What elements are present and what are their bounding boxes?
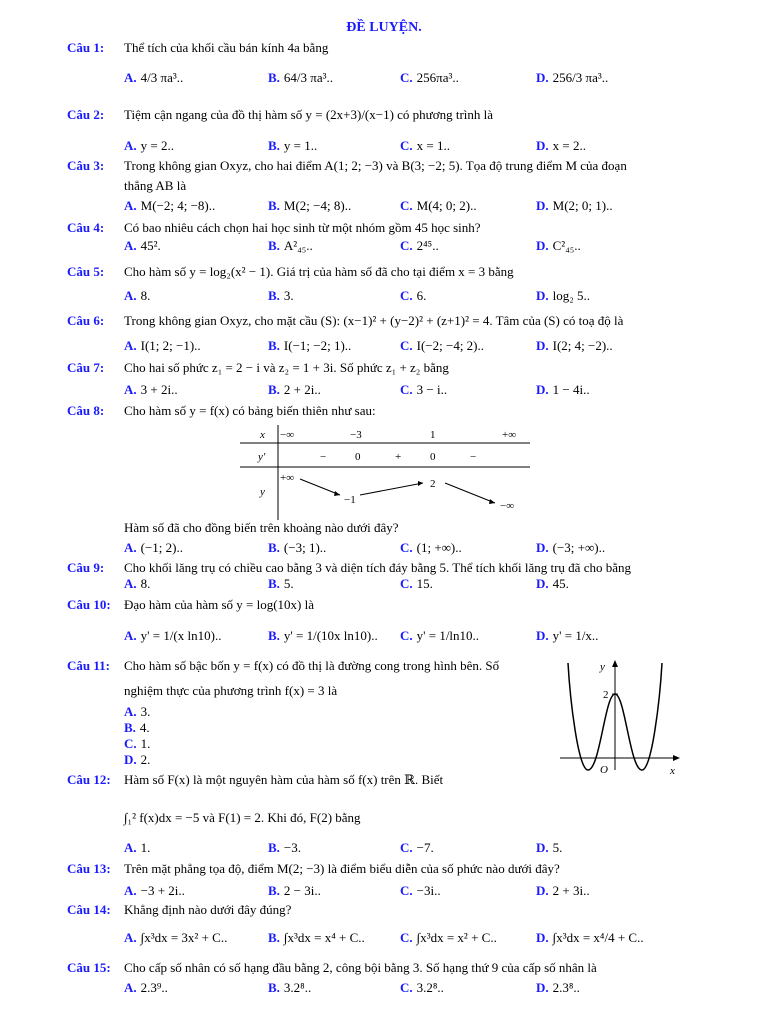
question-text: Cho hàm số y = log₂(x² − 1). Giá trị của hàm số đã cho tại điểm x = 3 bằng (124, 264, 514, 279)
y-axis-arrow (612, 660, 618, 667)
arrow-down (300, 479, 340, 495)
option-a[interactable]: A. 1. (124, 840, 151, 855)
option-b[interactable]: B. (−3; 1).. (268, 540, 327, 555)
arrow-up (360, 483, 423, 495)
x-axis-label: x (670, 765, 675, 776)
question-text: Cho hàm số y = f(x) có bảng biến thiên như sau: (124, 403, 376, 418)
option-d[interactable]: D. 2. (124, 752, 151, 767)
bbt-x-value: +∞ (502, 429, 517, 441)
option-b[interactable]: B. I(−1; −2; 1).. (268, 338, 352, 353)
option-c[interactable]: C. 3 − i.. (400, 382, 448, 397)
option-c[interactable]: C. 6. (400, 288, 427, 303)
question-text: Có bao nhiêu cách chọn hai học sinh từ một nhóm gồm 45 học sinh? (124, 220, 481, 235)
option-c[interactable]: C. 15. (400, 576, 433, 591)
option-d[interactable]: D. C²₄₅.. (536, 238, 581, 253)
function-graph (560, 658, 680, 776)
option-d[interactable]: D. 1 − 4i.. (536, 382, 590, 397)
bbt-sign: − (320, 451, 327, 463)
question-text: Trong không gian Oxyz, cho hai điểm A(1; 2; −3) và B(3; −2; 5). Tọa độ trung điểm M của đoạn (124, 158, 627, 173)
option-d[interactable]: D. x = 2.. (536, 138, 586, 153)
question-label: Câu 14: (67, 902, 111, 917)
option-c[interactable]: C. −7. (400, 840, 434, 855)
bbt-sign: + (395, 451, 402, 463)
option-d[interactable]: D. y' = 1/x.. (536, 628, 599, 643)
bbt-y-value: 2 (430, 478, 436, 490)
arrow-head (489, 499, 495, 504)
option-a[interactable]: A. y = 2.. (124, 138, 174, 153)
option-d[interactable]: D. (−3; +∞).. (536, 540, 606, 555)
bbt-y-value: +∞ (280, 472, 295, 484)
option-d[interactable]: D. 5. (536, 840, 563, 855)
question-label: Câu 4: (67, 220, 105, 235)
option-b[interactable]: B. y' = 1/(10x ln10).. (268, 628, 378, 643)
option-d[interactable]: D. 45. (536, 576, 569, 591)
arrow-down (445, 483, 495, 503)
question-label: Câu 15: (67, 960, 111, 975)
option-d[interactable]: D. M(2; 0; 1).. (536, 198, 613, 213)
question-text: Cho hàm số bậc bốn y = f(x) có đồ thị là đường cong trong hình bên. Số (124, 658, 500, 673)
question-text: Trong không gian Oxyz, cho mặt cầu (S): (x−1)² + (y−2)² + (z+1)² = 4. Tâm của (S) có toạ độ là (124, 313, 624, 328)
question-label: Câu 8: (67, 403, 105, 418)
bbt-sign: 0 (430, 451, 436, 463)
question-text-cont: nghiệm thực của phương trình f(x) = 3 là (124, 683, 338, 698)
option-a[interactable]: A. I(1; 2; −1).. (124, 338, 201, 353)
bbt-sign: − (470, 451, 477, 463)
question-text: Cho cấp số nhân có số hạng đầu bằng 2, công bội bằng 3. Số hạng thứ 9 của cấp số nhân là (124, 960, 597, 975)
option-c[interactable]: C. 256πa³.. (400, 70, 459, 85)
question-label: Câu 10: (67, 597, 111, 612)
option-c[interactable]: C. x = 1.. (400, 138, 450, 153)
bbt-y-value: −1 (344, 494, 356, 506)
question-label: Câu 3: (67, 158, 105, 173)
option-a[interactable]: A. (−1; 2).. (124, 540, 183, 555)
option-c[interactable]: C. −3i.. (400, 883, 441, 898)
question-label: Câu 13: (67, 861, 111, 876)
option-c[interactable]: C. ∫x³dx = x² + C.. (400, 930, 497, 945)
option-b[interactable]: B. M(2; −4; 8).. (268, 198, 352, 213)
option-a[interactable]: A. ∫x³dx = 3x² + C.. (124, 930, 228, 945)
question-text-cont: ∫₁² f(x)dx = −5 và F(1) = 2. Khi đó, F(2) bằng (124, 810, 361, 825)
question-label: Câu 9: (67, 560, 105, 575)
option-b[interactable]: B. 64/3 πa³.. (268, 70, 334, 85)
bbt-x-label: x (260, 429, 265, 441)
option-c[interactable]: C. 2⁴⁵.. (400, 238, 439, 253)
question-label: Câu 5: (67, 264, 105, 279)
bbt-sign: 0 (355, 451, 361, 463)
option-d[interactable]: D. ∫x³dx = x⁴/4 + C.. (536, 930, 644, 945)
option-b[interactable]: B. 4. (124, 720, 150, 735)
option-b[interactable]: B. −3. (268, 840, 302, 855)
x-axis-arrow (673, 755, 680, 761)
bbt-y-label: y (260, 486, 265, 498)
bbt-y-value: −∞ (500, 500, 515, 512)
bbt-x-value: −∞ (280, 429, 295, 441)
question-label: Câu 11: (67, 658, 110, 673)
option-a[interactable]: A. −3 + 2i.. (124, 883, 185, 898)
option-b[interactable]: B. 2 − 3i.. (268, 883, 321, 898)
option-a[interactable]: A. y' = 1/(x ln10).. (124, 628, 222, 643)
question-text: Thể tích của khối cầu bán kính 4a bằng (124, 40, 329, 55)
option-a[interactable]: A. 3. (124, 704, 151, 719)
y-axis-label: y (600, 661, 605, 673)
option-c[interactable]: C. 1. (124, 736, 151, 751)
question-label: Câu 1: (67, 40, 105, 55)
origin-label: O (600, 764, 608, 776)
option-b[interactable]: B. ∫x³dx = x⁴ + C.. (268, 930, 365, 945)
option-c[interactable]: C. 3.2⁸.. (400, 980, 444, 995)
bbt-x-value: −3 (350, 429, 362, 441)
bbt-x-value: 1 (430, 429, 436, 441)
option-a[interactable]: A. 4/3 πa³.. (124, 70, 184, 85)
question-label: Câu 12: (67, 772, 111, 787)
option-d[interactable]: D. log₂ 5.. (536, 288, 591, 303)
bbt-yp-label: y' (258, 451, 266, 463)
option-d[interactable]: D. 2 + 3i.. (536, 883, 590, 898)
option-b[interactable]: B. A²₄₅.. (268, 238, 313, 253)
option-a[interactable]: A. 3 + 2i.. (124, 382, 178, 397)
option-a[interactable]: A. 2.3⁹.. (124, 980, 168, 995)
option-c[interactable]: C. (1; +∞).. (400, 540, 462, 555)
option-b[interactable]: B. 3.2⁸.. (268, 980, 312, 995)
option-a[interactable]: A. 45². (124, 238, 161, 253)
question-label: Câu 6: (67, 313, 105, 328)
question-text: Hàm số F(x) là một nguyên hàm của hàm số f(x) trên ℝ. Biết (124, 772, 444, 787)
question-text: Cho hai số phức z₁ = 2 − i và z₂ = 1 + 3i. Số phức z₁ + z₂ bằng (124, 360, 449, 375)
question-text: Trên mặt phẳng tọa độ, điểm M(2; −3) là điểm biểu diễn của số phức nào dưới đây? (124, 861, 560, 876)
page-title: ĐỀ LUYỆN. (346, 20, 422, 35)
option-b[interactable]: B. 3. (268, 288, 294, 303)
option-a[interactable]: A. 8. (124, 288, 151, 303)
option-a[interactable]: A. M(−2; 4; −8).. (124, 198, 216, 213)
question-text: Khẳng định nào dưới đây đúng? (124, 902, 292, 917)
y-tick-label: 2 (603, 689, 609, 701)
question-text: Tiệm cận ngang của đồ thị hàm số y = (2x+3)/(x−1) có phương trình là (124, 107, 494, 122)
arrow-head (334, 491, 340, 496)
option-b[interactable]: B. 5. (268, 576, 294, 591)
option-a[interactable]: A. 8. (124, 576, 151, 591)
option-c[interactable]: C. I(−2; −4; 2).. (400, 338, 485, 353)
option-b[interactable]: B. y = 1.. (268, 138, 318, 153)
question-label: Câu 7: (67, 360, 105, 375)
question-text: Cho khối lăng trụ có chiều cao bằng 3 và diện tích đáy bằng 5. Thể tích khối lăng trụ đã cho bằng (124, 560, 631, 575)
question-text-cont: thẳng AB là (124, 178, 187, 193)
question-text-cont: Hàm số đã cho đồng biến trên khoảng nào dưới đây? (124, 520, 399, 535)
question-text: Đạo hàm của hàm số y = log(10x) là (124, 597, 315, 612)
option-d[interactable]: D. 2.3⁸.. (536, 980, 580, 995)
question-label: Câu 2: (67, 107, 105, 122)
option-c[interactable]: C. M(4; 0; 2).. (400, 198, 477, 213)
option-b[interactable]: B. 2 + 2i.. (268, 382, 321, 397)
option-d[interactable]: D. 256/3 πa³.. (536, 70, 609, 85)
option-d[interactable]: D. I(2; 4; −2).. (536, 338, 613, 353)
option-c[interactable]: C. y' = 1/ln10.. (400, 628, 480, 643)
variation-table (240, 425, 530, 520)
